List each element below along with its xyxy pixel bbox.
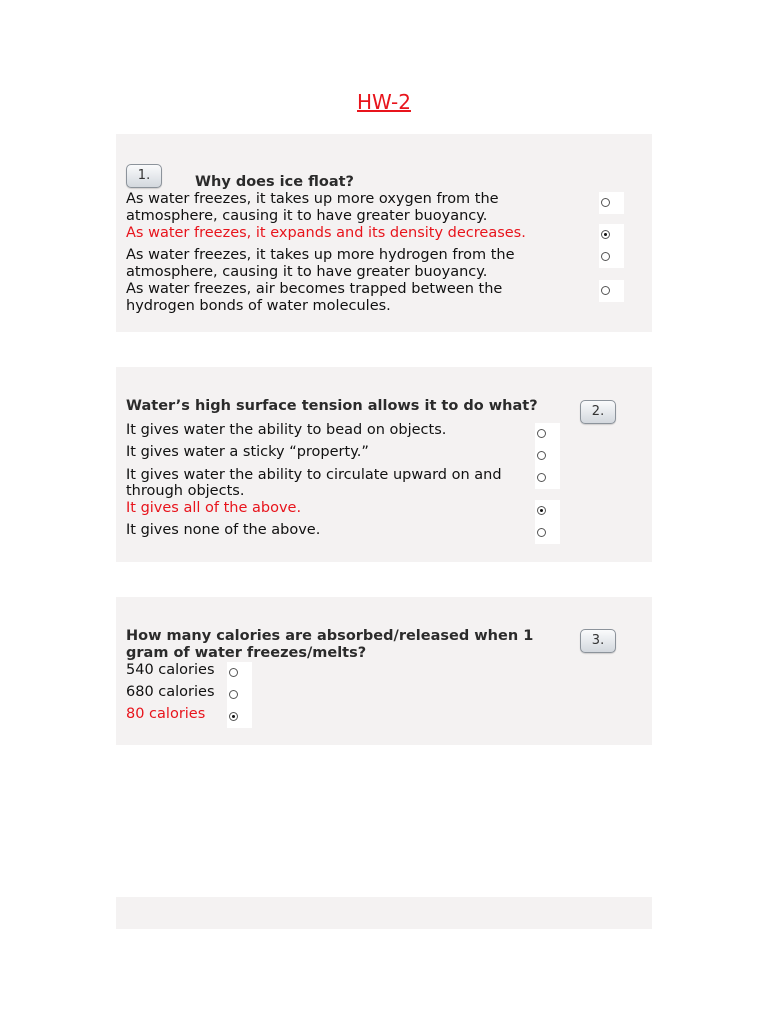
empty-card	[116, 897, 652, 929]
question-card-3	[116, 597, 652, 745]
question-card-1	[116, 134, 652, 332]
question-text: Why does ice float?	[195, 174, 354, 190]
question-number-button[interactable]: 1.	[126, 164, 162, 188]
answer-option: 680 calories	[126, 684, 215, 700]
answer-radio[interactable]	[599, 246, 624, 268]
answer-radio[interactable]	[599, 192, 624, 214]
answer-radio[interactable]	[535, 500, 560, 522]
answer-radio[interactable]	[535, 423, 560, 445]
radio-selected-icon[interactable]	[537, 506, 546, 515]
answer-radio[interactable]	[227, 684, 252, 706]
answer-option: As water freezes, it takes up more oxygen from the atmosphere, causing it to have greater buoyancy.	[126, 191, 499, 224]
answer-radio[interactable]	[599, 224, 624, 246]
question-number-button[interactable]: 3.	[580, 629, 616, 653]
radio-circle-icon[interactable]	[601, 252, 610, 261]
question-text: Water’s high surface tension allows it to do what?	[126, 398, 538, 414]
answer-option: It gives none of the above.	[126, 522, 321, 538]
answer-radio[interactable]	[227, 706, 252, 728]
answer-option: It gives water the ability to circulate upward on and through objects.	[126, 467, 502, 499]
question-text: How many calories are absorbed/released when 1 gram of water freezes/melts?	[126, 628, 534, 661]
answer-option: As water freezes, it takes up more hydrogen from the atmosphere, causing it to have greater buoyancy.	[126, 247, 515, 280]
radio-circle-icon[interactable]	[537, 451, 546, 460]
radio-circle-icon[interactable]	[537, 473, 546, 482]
answer-option: 80 calories	[126, 706, 206, 722]
answer-option: It gives all of the above.	[126, 500, 302, 516]
answer-radio[interactable]	[535, 467, 560, 489]
radio-circle-icon[interactable]	[537, 528, 546, 537]
page-title: HW-2	[357, 90, 411, 114]
answer-option: As water freezes, it expands and its density decreases.	[126, 225, 526, 241]
radio-circle-icon[interactable]	[601, 198, 610, 207]
question-number-button[interactable]: 2.	[580, 400, 616, 424]
answer-radio[interactable]	[535, 445, 560, 467]
answer-radio[interactable]	[227, 662, 252, 684]
radio-circle-icon[interactable]	[601, 286, 610, 295]
radio-circle-icon[interactable]	[229, 668, 238, 677]
answer-radio[interactable]	[599, 280, 624, 302]
answer-option: It gives water a sticky “property.”	[126, 444, 369, 460]
answer-option: As water freezes, air becomes trapped between the hydrogen bonds of water molecules.	[126, 281, 503, 314]
radio-circle-icon[interactable]	[537, 429, 546, 438]
question-card-2	[116, 367, 652, 562]
radio-selected-icon[interactable]	[229, 712, 238, 721]
answer-radio[interactable]	[535, 522, 560, 544]
radio-selected-icon[interactable]	[601, 230, 610, 239]
radio-circle-icon[interactable]	[229, 690, 238, 699]
answer-option: 540 calories	[126, 662, 215, 678]
answer-option: It gives water the ability to bead on objects.	[126, 422, 447, 438]
